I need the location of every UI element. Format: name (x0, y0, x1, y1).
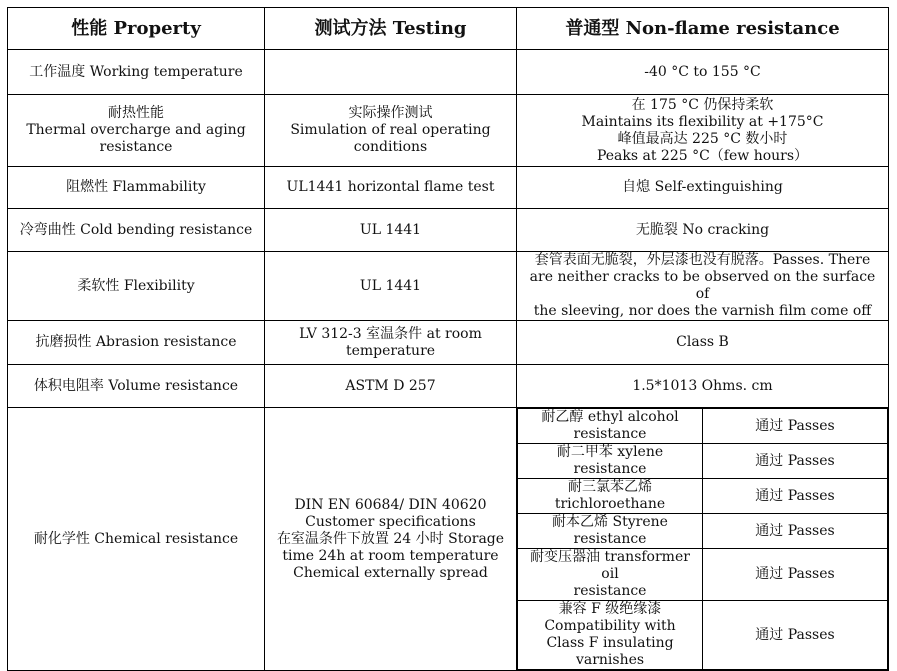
value-cell (517, 252, 889, 321)
text-line: 工作温度 Working temperature (29, 63, 243, 80)
text-line: UL 1441 (359, 277, 422, 294)
chemical-name (518, 549, 703, 601)
text-line: 冷弯曲性 Cold bending resistance (19, 221, 253, 238)
testing-cell (265, 209, 517, 252)
text-line: 耐乙醇 ethyl alcohol resistance (541, 409, 679, 442)
text-line: 耐热性能 (108, 105, 164, 121)
property-cell (8, 365, 265, 408)
text-line: 套管表面无脆裂，外层漆也没有脱落。Passes. There (534, 252, 871, 268)
table-row (8, 209, 889, 252)
chemical-result: 通过 Passes (703, 479, 888, 514)
table-row (8, 252, 889, 321)
text-line: resistance (573, 583, 647, 599)
testing-cell (265, 167, 517, 209)
value-cell (517, 321, 889, 365)
value-cell (517, 50, 889, 95)
table-row (8, 95, 889, 167)
header-non-flame-resistance: 普通型 Non-flame resistance (517, 8, 889, 50)
chemical-name (518, 409, 703, 444)
testing-cell (265, 95, 517, 167)
chemical-name (518, 479, 703, 514)
table-body (8, 50, 889, 671)
value-cell (517, 167, 889, 209)
text-line: 阻燃性 Flammability (66, 179, 206, 195)
text-line: UL1441 horizontal flame test (286, 179, 495, 195)
property-cell (8, 209, 265, 252)
text-line: Peaks at 225 °C（few hours） (596, 147, 809, 164)
chemical-results-cell (517, 408, 889, 671)
text-line: 耐变压器油 transformer oil (530, 549, 690, 582)
chemical-name (518, 444, 703, 479)
chemical-name (518, 601, 703, 670)
text-line: the sleeving, nor does the varnish film come off (533, 303, 872, 319)
testing-cell (265, 365, 517, 408)
table-row (8, 50, 889, 95)
property-cell (8, 252, 265, 321)
chemical-row (518, 444, 888, 479)
text-line: 体积电阻率 Volume resistance (33, 377, 239, 394)
chemical-row (518, 601, 888, 670)
testing-cell (265, 50, 517, 95)
chemical-result: 通过 Passes (703, 514, 888, 549)
property-cell: 耐化学性 Chemical resistance (8, 408, 265, 671)
chemical-result: 通过 Passes (703, 549, 888, 601)
text-line: 抗磨损性 Abrasion resistance (35, 334, 237, 350)
text-line: 兼容 F 级绝缘漆 Compatibility with (544, 601, 676, 634)
table-row (8, 167, 889, 209)
text-line: time 24h at room temperature (282, 547, 499, 564)
property-cell (8, 50, 265, 95)
property-cell (8, 321, 265, 365)
text-line: 峰值最高达 225 °C 数小时 (617, 130, 788, 147)
chemical-row (518, 549, 888, 601)
chemical-result: 通过 Passes (703, 409, 888, 444)
chemical-result: 通过 Passes (703, 444, 888, 479)
text-line: Maintains its flexibility at +175°C (581, 113, 824, 130)
text-line: 在室温条件下放置 24 小时 Storage (276, 530, 505, 547)
text-line: 在 175 °C 仍保持柔软 (631, 96, 774, 113)
header-property: 性能 Property (8, 8, 265, 50)
text-line: ASTM D 257 (345, 377, 436, 394)
text-line: Chemical externally spread (293, 564, 488, 581)
text-line: 柔软性 Flexibility (77, 277, 195, 294)
testing-cell (265, 408, 517, 671)
header-testing: 测试方法 Testing (265, 8, 517, 50)
text-line: are neither cracks to be observed on the surface of (529, 269, 876, 302)
chemical-results-table (517, 408, 888, 670)
text-line: Class B (676, 334, 729, 350)
property-cell (8, 95, 265, 167)
text-line: 自熄 Self-extinguishing (622, 179, 783, 195)
table-row (8, 321, 889, 365)
table-row (8, 365, 889, 408)
header-row (8, 8, 889, 50)
text-line: 实际操作测试 (348, 105, 433, 121)
text-line: Class F insulating varnishes (546, 635, 674, 668)
text-line: -40 °C to 155 °C (644, 63, 761, 80)
testing-cell (265, 321, 517, 365)
value-cell (517, 95, 889, 167)
text-line: Simulation of real operating (290, 122, 491, 138)
text-line: temperature (345, 342, 436, 359)
chemical-name (518, 514, 703, 549)
value-cell (517, 365, 889, 408)
chemical-row (518, 514, 888, 549)
text-line: LV 312-3 室温条件 at room (299, 325, 482, 342)
text-line: 耐三氯苯乙烯 trichloroethane (554, 479, 666, 512)
property-table (7, 7, 889, 671)
text-line: 耐本乙烯 Styrene resistance (552, 514, 668, 547)
text-line: conditions (353, 139, 428, 155)
property-cell (8, 167, 265, 209)
text-line: resistance (99, 139, 173, 155)
text-line: Customer specifications (305, 513, 476, 530)
chemical-result: 通过 Passes (703, 601, 888, 670)
testing-cell (265, 252, 517, 321)
text-line: UL 1441 (359, 221, 422, 238)
text-line: Thermal overcharge and aging (26, 122, 246, 138)
value-cell (517, 209, 889, 252)
chemical-resistance-row (8, 408, 889, 671)
chemical-row (518, 479, 888, 514)
text-line: 1.5*1013 Ohms. cm (632, 377, 773, 394)
text-line: 无脆裂 No cracking (635, 221, 770, 238)
chemical-row (518, 409, 888, 444)
text-line: 耐二甲苯 xylene resistance (556, 444, 664, 477)
text-line: DIN EN 60684/ DIN 40620 (294, 496, 487, 513)
